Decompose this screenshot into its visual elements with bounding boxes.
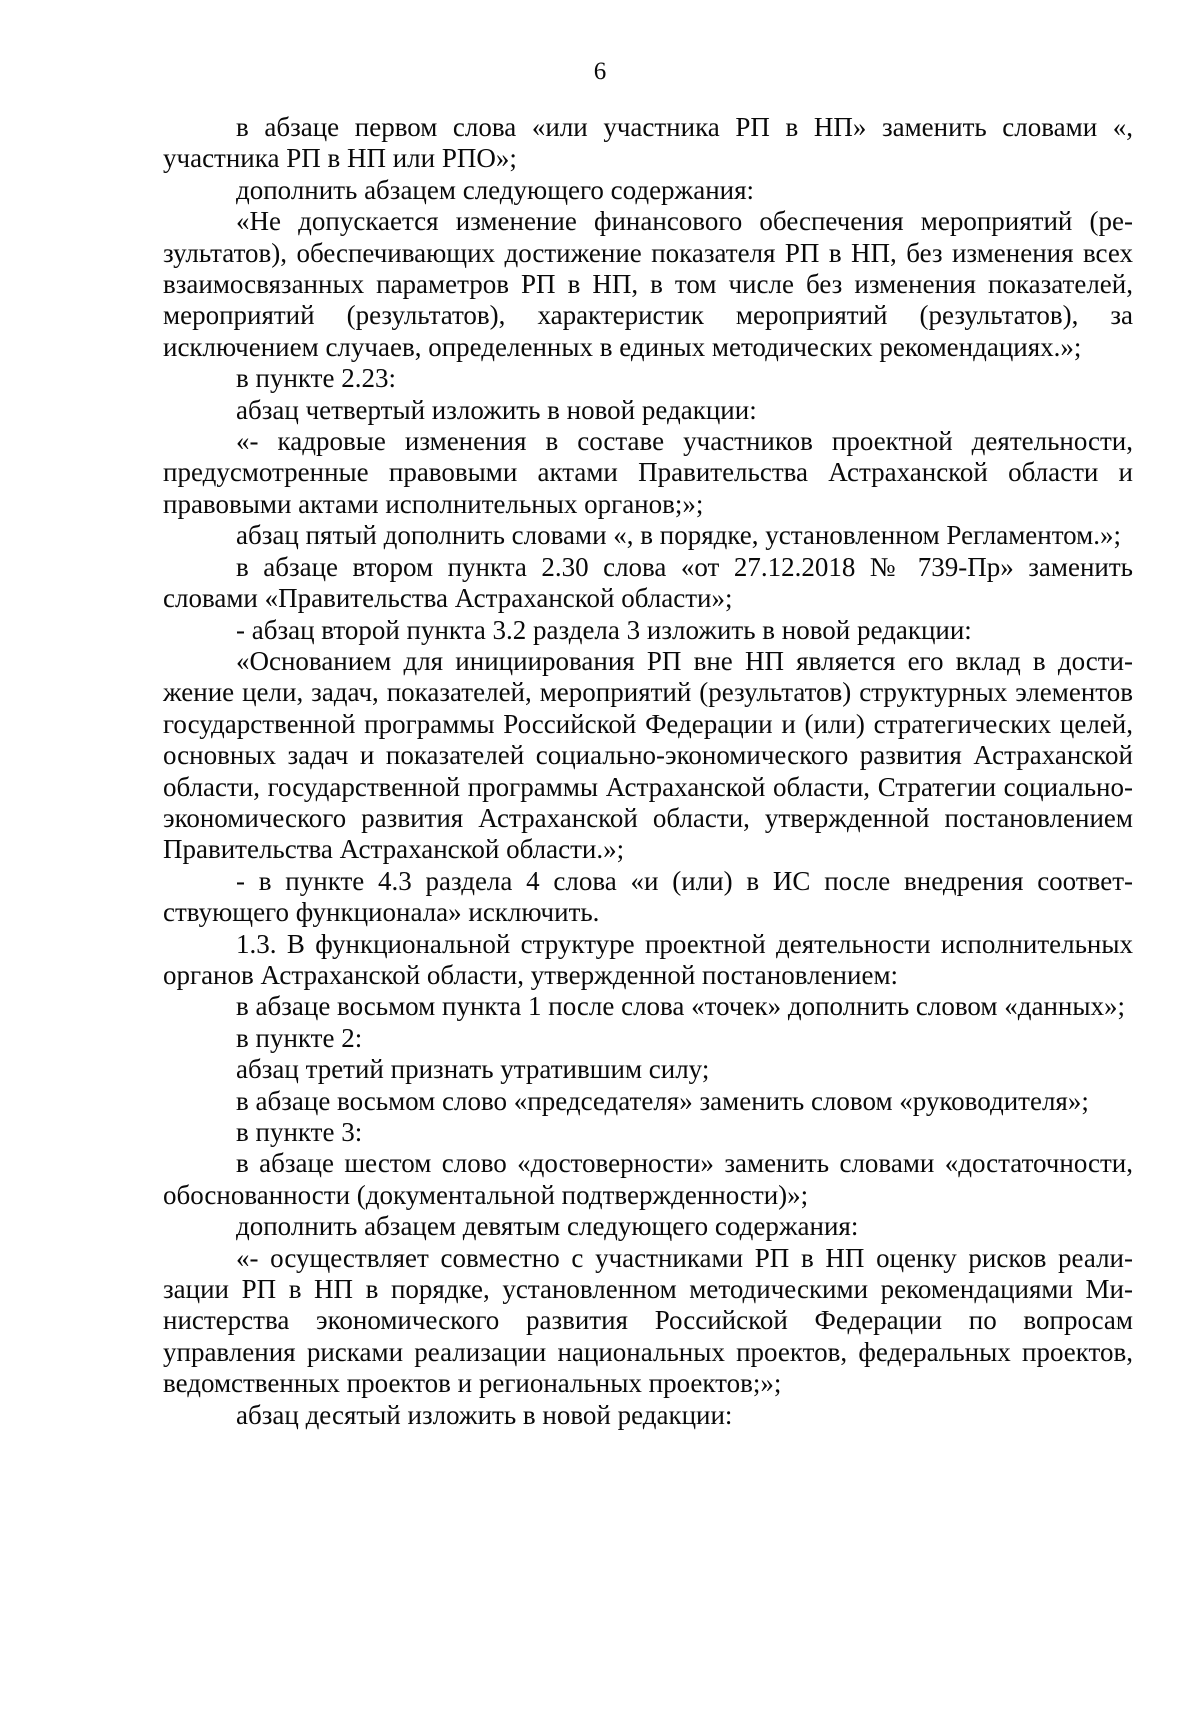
document-body [163,112,1133,1431]
paragraph-11: - в пункте 4.3 раздела 4 слова «и (или) в ИС после внедрения соответствующего функционала» исключить. [163,865,1133,928]
paragraph-9: - абзац второй пункта 3.2 раздела 3 изложить в новой редакции: [236,614,972,645]
paragraph-18: в абзаце шестом слово «достоверности» заменить словами «достаточности, обоснованности (документальной подтвержденности)»; [163,1148,1133,1210]
paragraph-14: в пункте 2: [236,1022,363,1053]
paragraph-7: абзац пятый дополнить словами «, в порядке, установленном Регламентом.»; [236,520,1122,551]
paragraph-5: абзац четвертый изложить в новой редакции: [236,394,757,425]
paragraph-20: «- осуществляет совместно с участниками РП в НП оценку рисков реализации РП в НП в порядке, установленном методическими рекомендациями Министерства экономического развития Российской Федерации по вопросам управления рисками реализации национальных проектов, федеральных проектов, ведомственных проектов и региональных проектов;»; [163,1242,1133,1399]
paragraph-21: абзац десятый изложить в новой редакции: [236,1399,733,1430]
paragraph-13: в абзаце восьмом пункта 1 после слова «точек» дополнить словом «данных»; [236,991,1126,1022]
paragraph-4: в пункте 2.23: [236,363,396,394]
paragraph-3: «Не допускается изменение финансового обеспечения мероприятий (результатов), обеспечивающих достижение показателя РП в НП, без изменения всех взаимосвязанных параметров РП в НП, в том числе без изменения показателей, мероприятий (результатов), характеристик мероприятий (результатов), за исключением случаев, определенных в единых методических рекомендациях.»; [163,206,1133,362]
paragraph-10: «Основанием для инициирования РП вне НП является его вклад в достижение цели, задач, показателей, мероприятий (результатов) структурных элементов государственной программы Российской Федерации и (или) стратегических целей, основных задач и показателей социально-экономического развития Астраханской области, государственной программы Астраханской области, Стратегии социально-экономического развития Астраханской области, утвержденной постановлением Правительства Астраханской области.»; [163,645,1133,865]
paragraph-19: дополнить абзацем девятым следующего содержания: [236,1211,859,1242]
page-number: 6 [593,58,607,85]
paragraph-8: в абзаце втором пункта 2.30 слова «от 27.12.2018 № 739-Пр» заменить словами «Правительства Астраханской области»; [163,551,1133,614]
paragraph-1: в абзаце первом слова «или участника РП в НП» заменить словами «, участника РП в НП или РПО»; [163,112,1133,174]
paragraph-12: 1.3. В функциональной структуре проектной деятельности исполнительных органов Астраханской области, утвержденной постановлением: [163,928,1133,990]
paragraph-2: дополнить абзацем следующего содержания: [236,174,755,205]
paragraph-16: в абзаце восьмом слово «председателя» заменить словом «руководителя»; [236,1085,1089,1116]
paragraph-15: абзац третий признать утратившим силу; [236,1054,710,1085]
paragraph-17: в пункте 3: [236,1117,363,1147]
paragraph-6: «- кадровые изменения в составе участников проектной деятельности, предусмотренные правовыми актами Правительства Астраханской области и правовыми актами исполнительных органов;»; [163,426,1133,519]
